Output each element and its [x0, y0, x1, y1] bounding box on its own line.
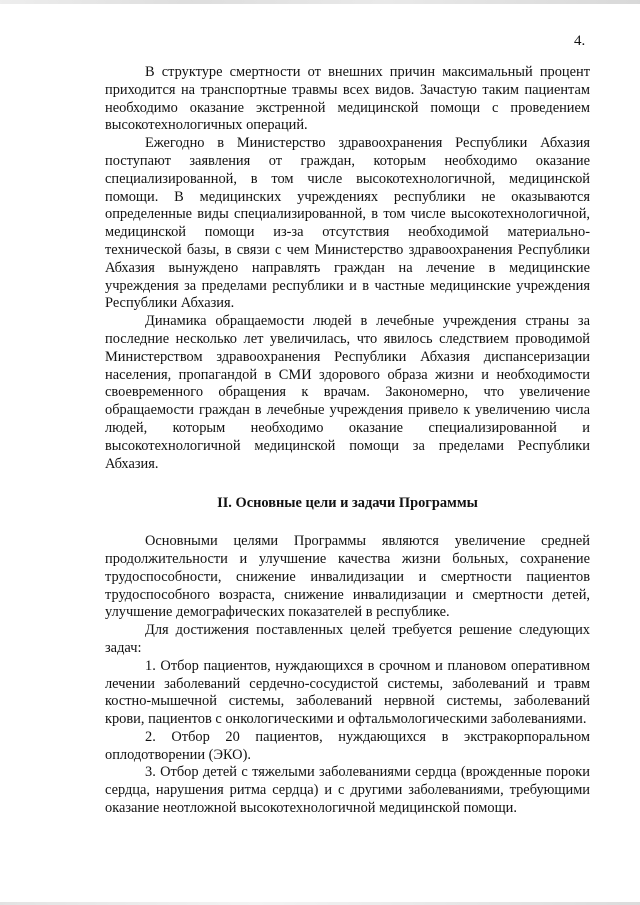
paragraph-dynamics: Динамика обращаемости людей в лечебные учреждения страны за последние несколько лет увеличилась, что явилось следствием проводимой Министерством здравоохранения Республики Абхазия диспансеризации населения, пропагандой в СМИ здорового образа жизни и необходимости своевременного обращения к врачам. Закономерно, что увеличение обращаемости граждан в лечебные учреждения привело к увеличению числа людей, которым необходимо оказание специализированной и высокотехнологичной медицинской помощи за пределами Республики Абхазия.: [105, 313, 590, 472]
paragraph-tasks-intro: Для достижения поставленных целей требуется решение следующих задач:: [105, 622, 590, 656]
document-body: [105, 64, 590, 818]
scan-edge-top: [0, 0, 640, 4]
page-number: 4.: [574, 33, 586, 49]
paragraph-external-causes: В структуре смертности от внешних причин максимальный процент приходится на транспортные травмы всех видов. Зачастую таким пациентам необходимо оказание экстренной медицинской помощи с проведением высокотехнологичных операций.: [105, 64, 590, 134]
task-item-1: 1. Отбор пациентов, нуждающихся в срочном и плановом оперативном лечении заболеваний сердечно-сосудистой системы, заболеваний и травм костно-мышечной системы, заболеваний нервной системы, заболеваний крови, пациентов с онкологическими и офтальмологическими заболеваниями.: [105, 657, 590, 728]
paragraph-goals: Основными целями Программы являются увеличение средней продолжительности и улучшение качества жизни больных, сохранение трудоспособности, снижение инвалидизации и смертности пациентов трудоспособного возраста, снижение инвалидизации и смертности детей, улучшение демографических показателей в республике.: [105, 533, 590, 621]
task-item-3: 3. Отбор детей с тяжелыми заболеваниями сердца (врожденные пороки сердца, нарушения ритма сердца) и с другими заболеваниями, требующими оказание неотложной высокотехнологичной медицинской помощи.: [105, 764, 590, 817]
task-item-2: 2. Отбор 20 пациентов, нуждающихся в экстракорпоральном оплодотворении (ЭКО).: [105, 728, 590, 763]
paragraph-applications: Ежегодно в Министерство здравоохранения Республики Абхазия поступают заявления от граждан, которым необходимо оказание специализированной, в том числе высокотехнологичной, медицинской помощи. В медицинских учреждениях республики не оказываются определенные виды специализированной, в том числе высокотехнологичной, медицинской помощи из-за отсутствия необходимой материально-технической базы, в связи с чем Министерство здравоохранения Республики Абхазия вынуждено направлять граждан на лечение в медицинские учреждения за пределами республики и в частные медицинские учреждения Республики Абхазия.: [105, 135, 590, 312]
section-heading: II. Основные цели и задачи Программы: [217, 495, 478, 512]
